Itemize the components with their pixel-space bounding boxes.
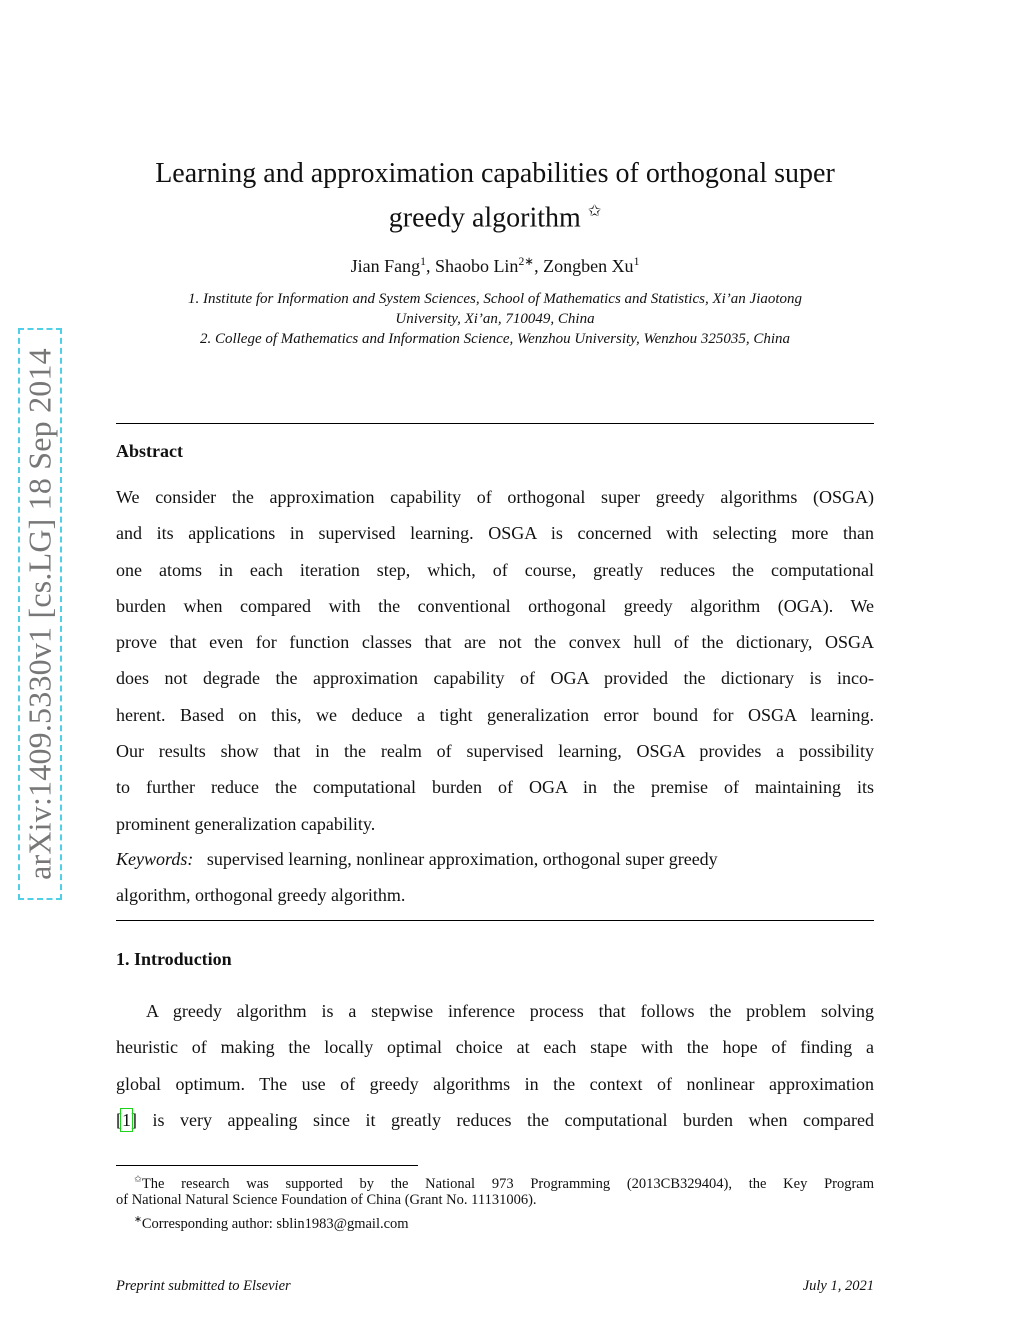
abstract-heading: Abstract	[116, 441, 183, 461]
author-name: Shaobo Lin	[434, 256, 519, 276]
title-line-2-text: greedy algorithm	[388, 202, 581, 234]
footnote-2-text: Corresponding author: sblin1983@gmail.com	[141, 1215, 409, 1232]
abstract-line: and its applications in supervised learning. OSGA is concerned with selecting more than	[116, 523, 874, 544]
arxiv-identifier[interactable]: arXiv:1409.5330v1 [cs.LG] 18 Sep 2014	[21, 348, 58, 880]
intro-line: global optimum. The use of greedy algorithms in the context of nonlinear approximation	[116, 1073, 874, 1094]
footer-submission-note: Preprint submitted to Elsevier	[116, 1278, 291, 1294]
author-affil-mark: 1	[420, 255, 426, 268]
author-affil-mark: 1	[633, 255, 640, 268]
keywords-block	[116, 841, 836, 913]
footnote-2	[116, 1210, 874, 1234]
bottom-divider	[116, 920, 874, 921]
affiliation-2: 2. College of Mathematics and Information Science, Wenzhou University, Wenzhou 325035, China	[199, 331, 791, 347]
author-affil-mark: 2∗	[518, 255, 535, 268]
citation-link[interactable]: 1	[122, 1109, 131, 1130]
intro-line-4: [1] is very appealing since it greatly reduces the computational burden when compared	[116, 1109, 874, 1130]
author-name: Jian Fang	[350, 256, 421, 276]
abstract-body	[116, 479, 874, 842]
footnote-rule	[116, 1165, 418, 1166]
author-name: Zongben Xu	[543, 256, 634, 276]
abstract-line: burden when compared with the conventional orthogonal greedy algorithm (OGA). We	[116, 595, 874, 616]
abstract-line: We consider the approximation capability of orthogonal super greedy algorithms (OSGA)	[116, 487, 874, 507]
abstract-line: herent. Based on this, we deduce a tight generalization error bound for OSGA learning.	[116, 704, 874, 725]
keywords-line-2: algorithm, orthogonal greedy algorithm.	[116, 885, 406, 905]
top-divider	[116, 423, 874, 424]
footer-date: July 1, 2021	[802, 1278, 874, 1294]
abstract-line: prominent generalization capability.	[116, 813, 376, 834]
intro-line: heuristic of making the locally optimal choice at each stape with the hope of finding a	[116, 1037, 874, 1058]
affiliation-1-line-2: University, Xi’an, 710049, China	[395, 311, 595, 327]
intro-line-4-text: is very appealing since it greatly reduces the computational burden when compared	[137, 1109, 874, 1130]
footnote-2-mark: ∗	[134, 1215, 142, 1225]
paper-title	[116, 155, 874, 237]
title-footnote-mark[interactable]: ✩	[587, 203, 602, 220]
introduction-heading: 1. Introduction	[116, 949, 232, 969]
abstract-line: does not degrade the approximation capability of OGA provided the dictionary is inco-	[116, 668, 874, 689]
keywords-line-1: supervised learning, nonlinear approximation, orthogonal super greedy	[206, 849, 718, 869]
footnote-1-mark: ✩	[134, 1175, 142, 1185]
title-line-2	[116, 193, 874, 237]
intro-line: A greedy algorithm is a stepwise inference process that follows the problem solving	[146, 1001, 874, 1021]
abstract-line: Our results show that in the realm of supervised learning, OSGA provides a possibility	[116, 741, 874, 762]
abstract-line: to further reduce the computational burden of OGA in the premise of maintaining its	[116, 777, 874, 798]
introduction-body	[116, 993, 874, 1138]
footnote-1-text: The research was supported by the National 973 Programming (2013CB329404), the Key Program	[141, 1175, 874, 1192]
keywords-label: Keywords:	[116, 849, 194, 869]
keywords-line-1-wrap	[116, 841, 836, 877]
abstract-line: prove that even for function classes that are not the convex hull of the dictionary, OSGA	[116, 632, 874, 653]
title-line-1: Learning and approximation capabilities of orthogonal super	[155, 158, 835, 189]
footnote-1-line-2: of National Natural Science Foundation of China (Grant No. 11131006).	[116, 1192, 537, 1208]
author-list: Jian Fang$^1$, Shaobo Lin$^{2∗}$, Zongben Xu$^1$	[350, 255, 640, 276]
arxiv-side-stamp[interactable]	[18, 328, 62, 900]
affiliation-1-line-1: 1. Institute for Information and System Sciences, School of Mathematics and Statistics, Xi’an Jiaotong	[187, 291, 803, 307]
abstract-line: one atoms in each iteration step, which, of course, greatly reduces the computational	[116, 559, 874, 580]
